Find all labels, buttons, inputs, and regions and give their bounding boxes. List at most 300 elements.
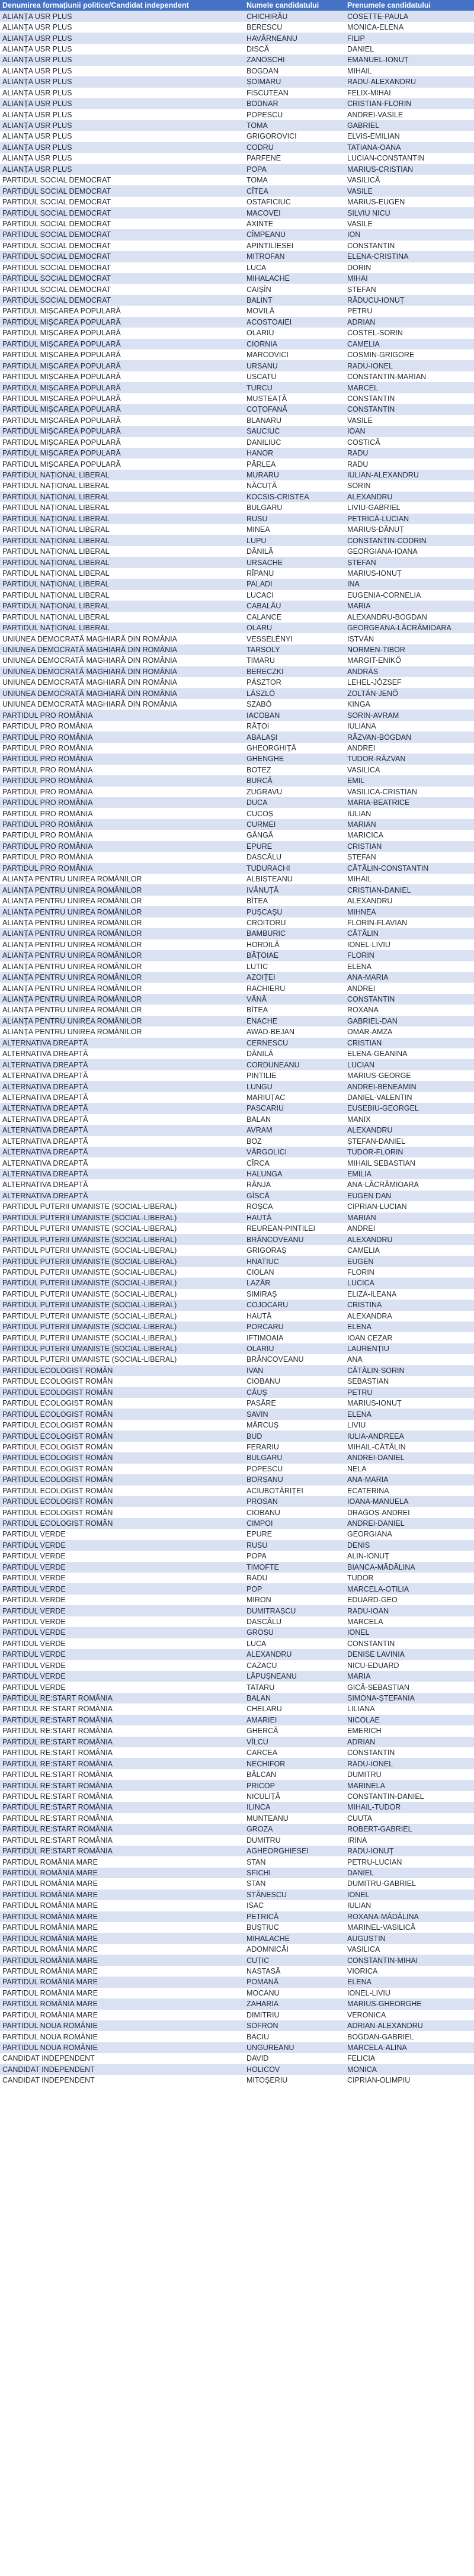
cell-last-name: HOLICOV [244,2064,345,2075]
cell-last-name: PRICOP [244,1780,345,1791]
table-row [0,732,474,742]
cell-first-name: ANDREI-BENEAMIN [345,1081,474,1092]
cell-first-name: IOAN CEZAR [345,1332,474,1343]
cell-last-name: PASCARIU [244,1103,345,1114]
cell-last-name: PROSAN [244,1496,345,1507]
table-row [0,863,474,874]
cell-first-name: ELENA-GEANINA [345,1048,474,1059]
cell-first-name: IULIAN [345,1900,474,1911]
cell-last-name: GHENGHE [244,753,345,764]
cell-party: PARTIDUL NAȚIONAL LIBERAL [0,502,244,513]
table-row [0,142,474,153]
cell-party: CANDIDAT INDEPENDENT [0,2075,244,2086]
cell-first-name: EDUARD-GEO [345,1595,474,1605]
cell-last-name: PINTILIE [244,1070,345,1081]
cell-party: ALTERNATIVA DREAPTĂ [0,1136,244,1147]
cell-last-name: SIMIRAȘ [244,1289,345,1300]
cell-party: PARTIDUL ROMÂNIA MARE [0,1988,244,1998]
table-row [0,1529,474,1539]
cell-party: PARTIDUL MIȘCAREA POPULARĂ [0,458,244,469]
cell-last-name: IVAN [244,1365,345,1376]
cell-first-name: ADRIAN-ALEXANDRU [345,2020,474,2031]
cell-last-name: COȚOFANĂ [244,404,345,415]
table-row [0,1136,474,1147]
cell-party: PARTIDUL PRO ROMÂNIA [0,841,244,852]
cell-last-name: MITOȘERIU [244,2075,345,2086]
table-row [0,1442,474,1452]
cell-last-name: IFTIMOAIA [244,1332,345,1343]
table-row [0,797,474,808]
cell-first-name: ZOLTÁN-JENŐ [345,688,474,699]
table-row [0,1780,474,1791]
table-row [0,950,474,961]
cell-party: ALTERNATIVA DREAPTĂ [0,1169,244,1179]
table-row [0,1059,474,1070]
cell-last-name: POPESCU [244,1464,345,1474]
table-row [0,492,474,502]
cell-party: ALIANȚA PENTRU UNIREA ROMÂNILOR [0,896,244,906]
table-row [0,306,474,316]
table-row [0,262,474,273]
cell-last-name: VESSELÉNYI [244,633,345,644]
cell-first-name: INA [345,579,474,589]
cell-last-name: BODNAR [244,98,345,109]
cell-party: PARTIDUL VERDE [0,1540,244,1551]
table-row [0,2053,474,2064]
cell-first-name: ANDREI-DANIEL [345,1518,474,1529]
cell-party: PARTIDUL MIȘCAREA POPULARĂ [0,339,244,349]
table-row [0,2020,474,2031]
cell-party: PARTIDUL RE:START ROMÂNIA [0,1725,244,1736]
cell-last-name: ACOSTOAIEI [244,317,345,328]
cell-first-name: ANDREI [345,743,474,753]
table-row [0,918,474,928]
cell-first-name: ALEXANDRU [345,1234,474,1244]
cell-party: ALIANȚA PENTRU UNIREA ROMÂNILOR [0,961,244,972]
table-row [0,480,474,491]
cell-party: ALIANȚA PENTRU UNIREA ROMÂNILOR [0,1016,244,1026]
cell-party: PARTIDUL VERDE [0,1583,244,1594]
cell-party: ALTERNATIVA DREAPTĂ [0,1070,244,1081]
table-row [0,612,474,623]
cell-first-name: DENISE LAVINIA [345,1649,474,1660]
table-row [0,98,474,109]
table-row [0,2064,474,2075]
cell-last-name: RĂȚOI [244,721,345,732]
cell-last-name: GHEORGHIȚĂ [244,743,345,753]
table-row [0,131,474,142]
table-row [0,1005,474,1015]
cell-party: PARTIDUL SOCIAL DEMOCRAT [0,185,244,196]
cell-last-name: HAUTĂ [244,1212,345,1223]
table-row [0,1693,474,1704]
cell-first-name: RĂDUCU-IONUȚ [345,295,474,306]
cell-last-name: FISCUTEAN [244,88,345,98]
cell-last-name: MOVILĂ [244,306,345,316]
table-row [0,1387,474,1398]
cell-first-name: TATIANA-OANA [345,142,474,153]
table-row [0,273,474,284]
cell-last-name: MUSTEAȚĂ [244,393,345,404]
cell-first-name: SORIN [345,480,474,491]
cell-first-name: ELENA [345,1977,474,1987]
table-row [0,1420,474,1430]
table-row [0,2075,474,2086]
cell-party: PARTIDUL NAȚIONAL LIBERAL [0,557,244,567]
cell-party: ALIANȚA PENTRU UNIREA ROMÂNILOR [0,918,244,928]
cell-last-name: ILINCA [244,1802,345,1812]
cell-party: PARTIDUL RE:START ROMÂNIA [0,1758,244,1769]
table-row [0,808,474,819]
cell-first-name: VERONICA [345,2010,474,2020]
cell-last-name: RÎPANU [244,568,345,579]
table-row [0,994,474,1005]
cell-first-name: CĂTĂLIN-CONSTANTIN [345,863,474,874]
table-row [0,175,474,185]
table-row [0,33,474,43]
cell-last-name: CROITORU [244,918,345,928]
cell-last-name: CURMEI [244,819,345,830]
cell-first-name: ALEXANDRU-BOGDAN [345,612,474,623]
cell-party: ALTERNATIVA DREAPTĂ [0,1059,244,1070]
cell-last-name: NICULIȚĂ [244,1791,345,1802]
table-row [0,1769,474,1780]
cell-first-name: MIHAIL SEBASTIAN [345,1157,474,1168]
cell-last-name: OLARIU [244,328,345,338]
cell-first-name: VASILICA-CRISTIAN [345,787,474,797]
cell-last-name: EPURE [244,1529,345,1539]
cell-first-name: ELVIS-EMILIAN [345,131,474,142]
cell-first-name: BIANCA-MĂDĂLINA [345,1562,474,1573]
cell-last-name: BOTEZ [244,765,345,775]
cell-last-name: GÂNGĂ [244,830,345,841]
cell-last-name: TARSOLY [244,644,345,655]
cell-party: PARTIDUL NAȚIONAL LIBERAL [0,590,244,601]
cell-party: UNIUNEA DEMOCRATĂ MAGHIARĂ DIN ROMÂNIA [0,666,244,677]
cell-party: PARTIDUL NAȚIONAL LIBERAL [0,568,244,579]
cell-first-name: IULIA-ANDREEA [345,1430,474,1441]
cell-party: PARTIDUL MIȘCAREA POPULARĂ [0,448,244,458]
cell-party: PARTIDUL SOCIAL DEMOCRAT [0,273,244,284]
cell-party: PARTIDUL SOCIAL DEMOCRAT [0,197,244,207]
cell-last-name: AGHEORGHIESEI [244,1846,345,1856]
cell-first-name: ANDRÁS [345,666,474,677]
cell-party: PARTIDUL PUTERII UMANISTE (SOCIAL-LIBERAL) [0,1223,244,1234]
table-row [0,961,474,972]
cell-last-name: RUSU [244,1540,345,1551]
cell-last-name: BULGARU [244,502,345,513]
table-row [0,568,474,579]
cell-party: PARTIDUL PRO ROMÂNIA [0,808,244,819]
cell-party: PARTIDUL MIȘCAREA POPULARĂ [0,349,244,360]
cell-party: PARTIDUL PUTERII UMANISTE (SOCIAL-LIBERAL) [0,1332,244,1343]
table-row [0,1038,474,1048]
table-row [0,1595,474,1605]
cell-first-name: CUUTA [345,1813,474,1824]
cell-first-name: ION [345,229,474,240]
cell-first-name: MIHAIL [345,874,474,884]
cell-last-name: LUTIC [244,961,345,972]
cell-last-name: IVĂNUȚĂ [244,884,345,895]
cell-first-name: MARIAN [345,819,474,830]
cell-party: PARTIDUL ROMÂNIA MARE [0,1966,244,1977]
table-row [0,841,474,852]
cell-first-name: IRINA [345,1835,474,1846]
cell-first-name: RADU-IOAN [345,1605,474,1616]
table-row [0,1354,474,1365]
cell-first-name: MIHAIL-TUDOR [345,1802,474,1812]
cell-first-name: EUSEBIU-GEORGEL [345,1103,474,1114]
cell-party: ALIANȚA USR PLUS [0,153,244,163]
cell-last-name: BOZ [244,1136,345,1147]
cell-party: PARTIDUL VERDE [0,1660,244,1671]
cell-party: PARTIDUL PUTERII UMANISTE (SOCIAL-LIBERAL) [0,1234,244,1244]
cell-first-name: IONEL-LIVIU [345,939,474,950]
cell-last-name: DUMITRAȘCU [244,1605,345,1616]
cell-party: ALTERNATIVA DREAPTĂ [0,1191,244,1201]
cell-party: PARTIDUL MIȘCAREA POPULARĂ [0,371,244,382]
cell-party: PARTIDUL RE:START ROMÂNIA [0,1704,244,1714]
cell-last-name: OLARU [244,623,345,633]
cell-last-name: RACHIERU [244,983,345,993]
cell-first-name: ANA-MARIA [345,972,474,983]
cell-last-name: SAVIN [244,1409,345,1419]
cell-first-name: AUGUSTIN [345,1933,474,1943]
cell-party: ALIANȚA USR PLUS [0,44,244,54]
cell-last-name: LUNGU [244,1081,345,1092]
cell-last-name: GROSU [244,1627,345,1638]
cell-last-name: CHICHIRĂU [244,11,345,21]
table-row [0,884,474,895]
table-row [0,371,474,382]
cell-party: PARTIDUL PRO ROMÂNIA [0,753,244,764]
cell-last-name: CIOBANU [244,1507,345,1518]
cell-first-name: VIORICA [345,1966,474,1977]
table-row [0,1026,474,1037]
table-row [0,666,474,677]
cell-first-name: CRISTINA [345,1300,474,1310]
cell-first-name: EUGEN [345,1256,474,1266]
cell-party: PARTIDUL MIȘCAREA POPULARĂ [0,426,244,437]
cell-party: PARTIDUL NAȚIONAL LIBERAL [0,524,244,535]
table-row [0,11,474,21]
cell-last-name: SOFRON [244,2020,345,2031]
cell-first-name: COSTEL-SORIN [345,328,474,338]
table-row [0,1157,474,1168]
cell-first-name: PETRU-LUCIAN [345,1856,474,1867]
table-row [0,983,474,993]
table-row [0,1070,474,1081]
cell-last-name: PORCARU [244,1321,345,1332]
cell-last-name: AXINTE [244,219,345,229]
table-row [0,2031,474,2042]
table-row [0,1583,474,1594]
cell-party: PARTIDUL VERDE [0,1529,244,1539]
cell-first-name: NICOLAE [345,1715,474,1725]
table-row [0,1147,474,1157]
cell-party: UNIUNEA DEMOCRATĂ MAGHIARĂ DIN ROMÂNIA [0,699,244,710]
cell-last-name: ȘOIMARU [244,76,345,87]
cell-first-name: ANDREI-DANIEL [345,1452,474,1463]
cell-first-name: IONEL [345,1627,474,1638]
cell-last-name: CARCEA [244,1747,345,1758]
cell-last-name: CUCOȘ [244,808,345,819]
cell-last-name: MIHALACHE [244,1933,345,1943]
cell-last-name: ISAC [244,1900,345,1911]
table-row [0,1704,474,1714]
cell-first-name: CONSTANTIN-MIHAI [345,1955,474,1965]
cell-first-name: SILVIU NICU [345,207,474,218]
cell-party: PARTIDUL ROMÂNIA MARE [0,1933,244,1943]
cell-first-name: RADU-IONEL [345,360,474,371]
cell-first-name: EUGENIA-CORNELIA [345,590,474,601]
cell-party: ALIANȚA PENTRU UNIREA ROMÂNILOR [0,1026,244,1037]
cell-last-name: STAN [244,1856,345,1867]
cell-first-name: IOANA-MANUELA [345,1496,474,1507]
cell-last-name: ABALAȘI [244,732,345,742]
cell-last-name: POMANĂ [244,1977,345,1987]
cell-party: PARTIDUL ROMÂNIA MARE [0,1944,244,1955]
cell-party: UNIUNEA DEMOCRATĂ MAGHIARĂ DIN ROMÂNIA [0,655,244,666]
cell-first-name: GICĂ-SEBASTIAN [345,1682,474,1692]
table-row [0,1092,474,1103]
cell-party: PARTIDUL ECOLOGIST ROMÂN [0,1387,244,1398]
table-row [0,775,474,786]
cell-last-name: BALINT [244,295,345,306]
cell-first-name: TUDOR-RĂZVAN [345,753,474,764]
table-row [0,535,474,546]
cell-first-name: LEHEL-JÓZSEF [345,677,474,688]
cell-first-name: SEBASTIAN [345,1376,474,1387]
table-row [0,721,474,732]
cell-last-name: BLANARU [244,415,345,426]
table-row [0,906,474,917]
cell-first-name: CRISTIAN-FLORIN [345,98,474,109]
cell-last-name: SZABÓ [244,699,345,710]
cell-first-name: ANA [345,1354,474,1365]
cell-party: PARTIDUL NAȚIONAL LIBERAL [0,623,244,633]
cell-party: PARTIDUL PRO ROMÂNIA [0,787,244,797]
cell-last-name: TIMOFTE [244,1562,345,1573]
cell-last-name: RUSU [244,514,345,524]
table-row [0,1955,474,1965]
cell-last-name: RADU [244,1573,345,1583]
cell-first-name: OMAR-AMZA [345,1026,474,1037]
cell-first-name: DANIEL [345,1868,474,1878]
cell-last-name: PASĂRE [244,1398,345,1409]
cell-first-name: LIVIU [345,1420,474,1430]
table-row [0,1813,474,1824]
cell-last-name: CHELARU [244,1704,345,1714]
cell-first-name: SORIN-AVRAM [345,710,474,720]
table-row [0,1486,474,1496]
cell-party: PARTIDUL RE:START ROMÂNIA [0,1813,244,1824]
cell-first-name: CONSTANTIN [345,994,474,1005]
cell-party: PARTIDUL PUTERII UMANISTE (SOCIAL-LIBERAL) [0,1201,244,1212]
table-row [0,1835,474,1846]
cell-first-name: EUGEN DAN [345,1191,474,1201]
cell-last-name: PUȘCAȘU [244,906,345,917]
table-row [0,229,474,240]
cell-first-name: ISTVÁN [345,633,474,644]
cell-party: PARTIDUL ROMÂNIA MARE [0,1977,244,1987]
cell-party: ALIANȚA PENTRU UNIREA ROMÂNILOR [0,994,244,1005]
cell-last-name: MIHALACHE [244,273,345,284]
table-row [0,1245,474,1256]
table-row [0,1638,474,1649]
cell-party: ALIANȚA PENTRU UNIREA ROMÂNILOR [0,884,244,895]
cell-first-name: MARIAN [345,1212,474,1223]
cell-first-name: CĂTĂLIN-SORIN [345,1365,474,1376]
cell-party: PARTIDUL SOCIAL DEMOCRAT [0,240,244,251]
cell-first-name: CĂTĂLIN [345,928,474,939]
cell-last-name: DUCA [244,797,345,808]
table-row [0,109,474,120]
table-row [0,1890,474,1900]
cell-party: PARTIDUL ECOLOGIST ROMÂN [0,1474,244,1485]
cell-first-name: LUCICA [345,1278,474,1288]
cell-last-name: VÂRGOLICI [244,1147,345,1157]
cell-last-name: PÂRLEA [244,458,345,469]
cell-party: PARTIDUL SOCIAL DEMOCRAT [0,175,244,185]
table-row [0,1682,474,1692]
cell-first-name: LILIANA [345,1704,474,1714]
cell-first-name: CONSTANTIN-MARIAN [345,371,474,382]
cell-party: PARTIDUL PRO ROMÂNIA [0,732,244,742]
cell-last-name: CIORNIA [244,339,345,349]
table-row [0,1791,474,1802]
table-row [0,1747,474,1758]
cell-party: PARTIDUL ECOLOGIST ROMÂN [0,1486,244,1496]
cell-party: ALIANȚA USR PLUS [0,33,244,43]
cell-party: PARTIDUL ECOLOGIST ROMÂN [0,1496,244,1507]
table-row [0,404,474,415]
cell-first-name: MARCELA-ALINA [345,2042,474,2053]
cell-party: PARTIDUL ROMÂNIA MARE [0,1856,244,1867]
cell-first-name: MIHAIL-CĂTĂLIN [345,1442,474,1452]
cell-party: PARTIDUL MIȘCAREA POPULARĂ [0,437,244,448]
cell-last-name: AZOIȚEI [244,972,345,983]
cell-party: ALIANȚA USR PLUS [0,11,244,21]
table-row [0,54,474,65]
cell-party: PARTIDUL RE:START ROMÂNIA [0,1693,244,1704]
cell-party: UNIUNEA DEMOCRATĂ MAGHIARĂ DIN ROMÂNIA [0,677,244,688]
cell-last-name: IACOBAN [244,710,345,720]
cell-last-name: CUȚIC [244,1955,345,1965]
cell-first-name: ECATERINA [345,1486,474,1496]
cell-party: PARTIDUL MIȘCAREA POPULARĂ [0,382,244,393]
cell-first-name: GEORGIANA-IOANA [345,546,474,557]
cell-last-name: DISCĂ [244,44,345,54]
cell-first-name: CIPRIAN-LUCIAN [345,1201,474,1212]
table-row [0,349,474,360]
table-row [0,1212,474,1223]
cell-first-name: IONEL [345,1890,474,1900]
table-row [0,339,474,349]
table-row [0,874,474,884]
cell-party: ALTERNATIVA DREAPTĂ [0,1092,244,1103]
cell-party: PARTIDUL VERDE [0,1627,244,1638]
table-row [0,1452,474,1463]
cell-last-name: MUNTEANU [244,1813,345,1824]
table-row [0,743,474,753]
cell-last-name: LUPU [244,535,345,546]
cell-first-name: CRISTIAN [345,841,474,852]
table-row [0,1977,474,1987]
cell-last-name: GRIGOROVICI [244,131,345,142]
table-row [0,2042,474,2053]
cell-first-name: CONSTANTIN [345,404,474,415]
